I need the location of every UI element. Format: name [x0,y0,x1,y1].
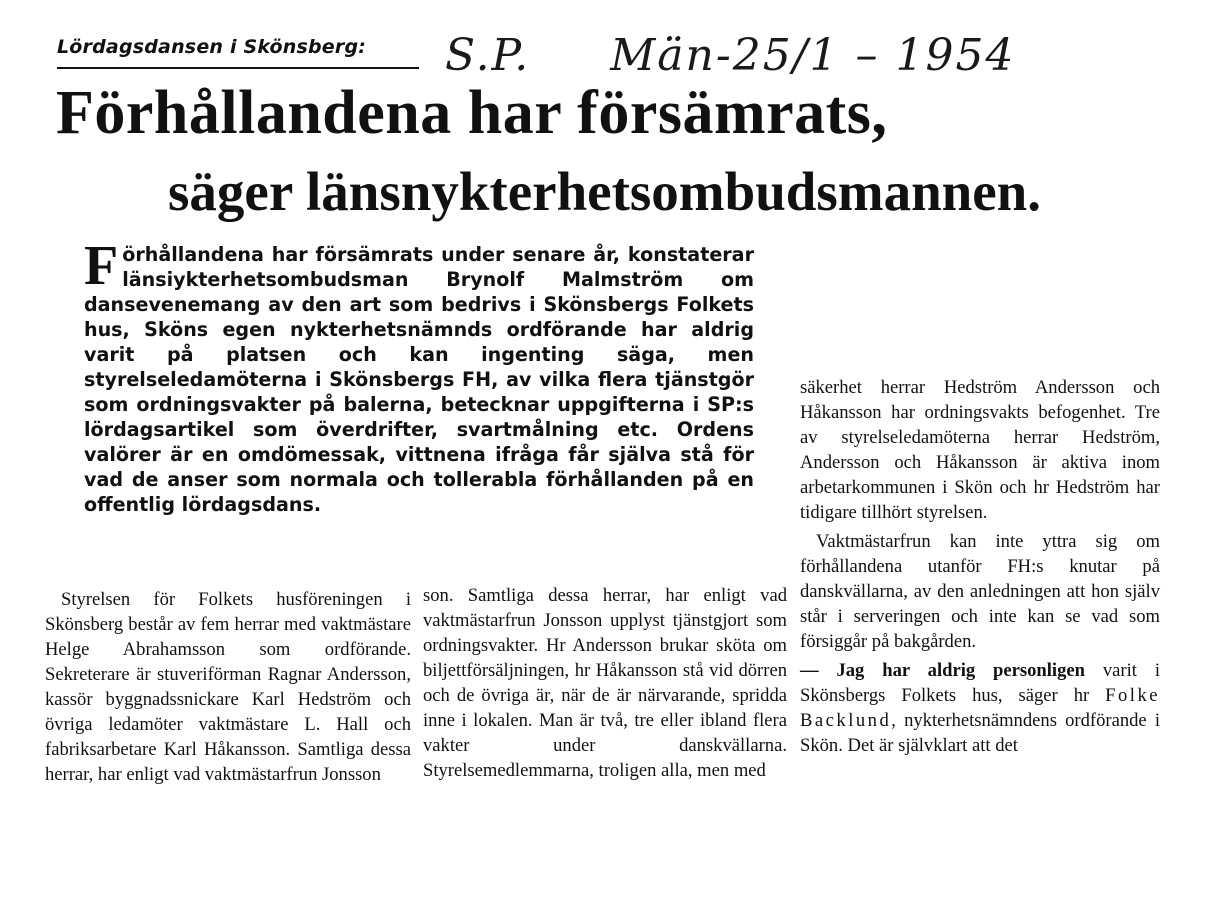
body-column-3 [800,375,1160,758]
body-column-1 [45,587,411,787]
lead-text: örhållandena har försämrats under senare år, konstaterar länsiykterhetsombudsman Brynolf Malmström om dansevenemang av den art som bedrivs i Skönsbergs Folkets hus, Sköns egen nykterhetsnämnds ordförande har aldrig varit på platsen och kan ingenting säga, men styrelseledamöterna i Skönsbergs FH, av vilka flera tjänstgör som ordningsvakter på balerna, betecknar uppgifterna i SP:s lördagsartikel som överdrifter, svartmålning etc. Ordens valörer är en omdömessak, vittnena ifråga får själva stå för vad de anser som normala och tollerabla förhållanden på en offentlig lördagsdans. [84,243,754,516]
quote-lead: — Jag har aldrig personligen [800,660,1085,681]
kicker: Lördagsdansen i Skönsberg: [57,36,367,58]
quote-text-b: , nykterhetsnämndens ordförande i Skön. Det är självklart att det [800,710,1160,756]
headline: Förhållandena har försämrats, [56,79,888,147]
handwritten-source: S.P. [445,29,531,81]
body-column-2 [423,583,787,783]
handwritten-date: Män-25/1 – 1954 [610,29,1016,81]
person-name: Folke Backlund [800,685,1161,731]
column-3-paragraph-3 [800,658,1160,758]
column-3-paragraph-1: säkerhet herrar Hedström Andersson och Håkansson har ordningsvakts befogenhet. Tre av styrelseledamöterna herrar Hedström, Andersson och Håkansson är aktiva inom arbetarkommunen i Skön och hr Hedström har tidigare tillhört styrelsen. [800,377,1160,523]
drop-cap: F [84,235,119,297]
column-3-paragraph-2: Vaktmästarfrun kan inte yttra sig om förhållandena utanför FH:s knutar på danskvällarna, av den anledningen att hon själv står i serveringen och inte kan se vad som försiggår på bakgården. [800,531,1160,652]
lead-paragraph [84,235,754,517]
column-2-text: son. Samtliga dessa herrar, har enligt vad vaktmästarfrun Jonsson upplyst tjänstgjort som ordningsvakter. Hr Andersson brukar sköta om biljettförsäljningen, hr Håkansson stå vid dörren och de övriga är, när de är närvarande, spridda inne i lokalen. Man är två, tre eller ibland flera vakter under danskvällarna. Styrelsemedlemmarna, troligen alla, men med [423,585,787,781]
subheadline: säger länsnykterhetsombudsmannen. [168,161,1042,222]
quote-text-a: varit i Skönsbergs Folkets hus, säger hr [800,660,1160,706]
kicker-underline [57,67,419,69]
column-1-text: Styrelsen för Folkets husföreningen i Skönsberg består av fem herrar med vaktmästare Helge Abrahamsson som ordförande. Sekreterare är stuveriförman Ragnar Andersson, kassör byggnadssnickare Karl Hedström och övriga ledamöter vaktmästare L. Hall och fabriksarbetare Karl Håkansson. Samtliga dessa herrar, har enligt vad vaktmästarfrun Jonsson [45,589,411,785]
